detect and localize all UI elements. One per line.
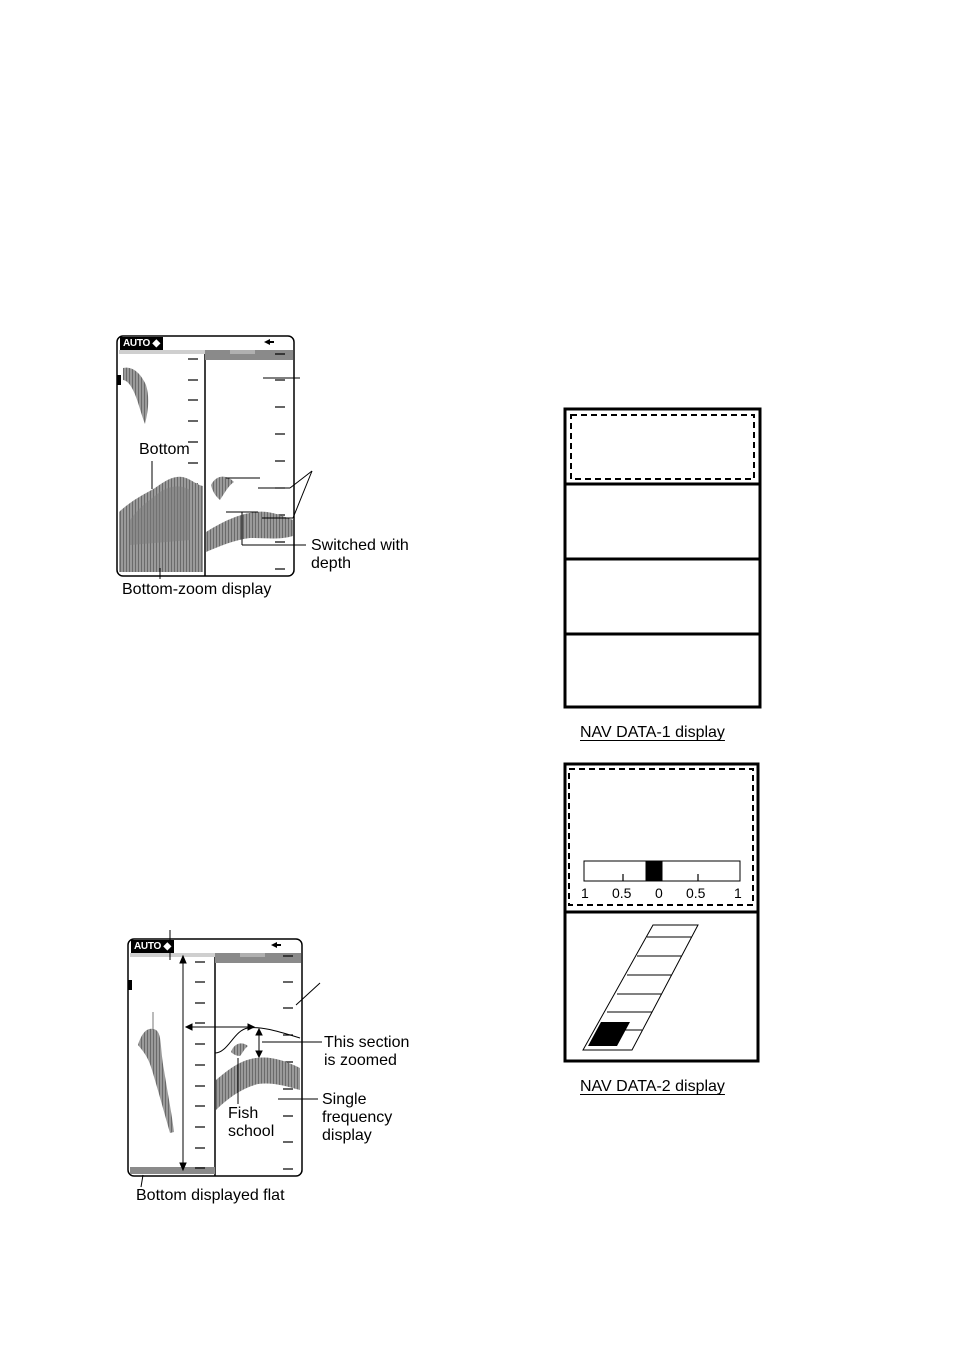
label-single-line1: Single <box>322 1091 367 1108</box>
label-switched-line2: depth <box>311 555 352 572</box>
range-icon: ◆ <box>163 941 171 952</box>
caption-nav-data-2: NAV DATA-2 display <box>580 1078 725 1095</box>
label-zoomed-line1: This section <box>324 1034 410 1051</box>
label-single-line2: frequency <box>322 1109 393 1126</box>
label-fish-line1: Fish <box>228 1105 259 1122</box>
auto-badge: AUTO ◆ <box>131 940 174 953</box>
caption-bottom-zoom: Bottom-zoom display <box>122 581 272 598</box>
scale-tick-label: 0.5 <box>612 885 632 901</box>
caption-bottom-flat: Bottom displayed flat <box>136 1187 285 1204</box>
label-bottom: Bottom <box>139 441 190 458</box>
scale-tick-label: 1 <box>734 885 742 901</box>
range-icon: ◆ <box>152 338 160 349</box>
caption-nav-data-1: NAV DATA-1 display <box>580 724 725 741</box>
scale-tick-label: 0.5 <box>686 885 706 901</box>
label-switched-line1: Switched with <box>311 537 409 554</box>
scale-tick-label: 1 <box>581 885 589 901</box>
label-fish-line2: school <box>228 1123 275 1140</box>
scale-tick-label: 0 <box>655 885 663 901</box>
label-zoomed-line2: is zoomed <box>324 1052 397 1069</box>
auto-badge: AUTO ◆ <box>120 337 163 350</box>
deviation-indicator <box>646 861 663 881</box>
label-single-line3: display <box>322 1127 372 1144</box>
